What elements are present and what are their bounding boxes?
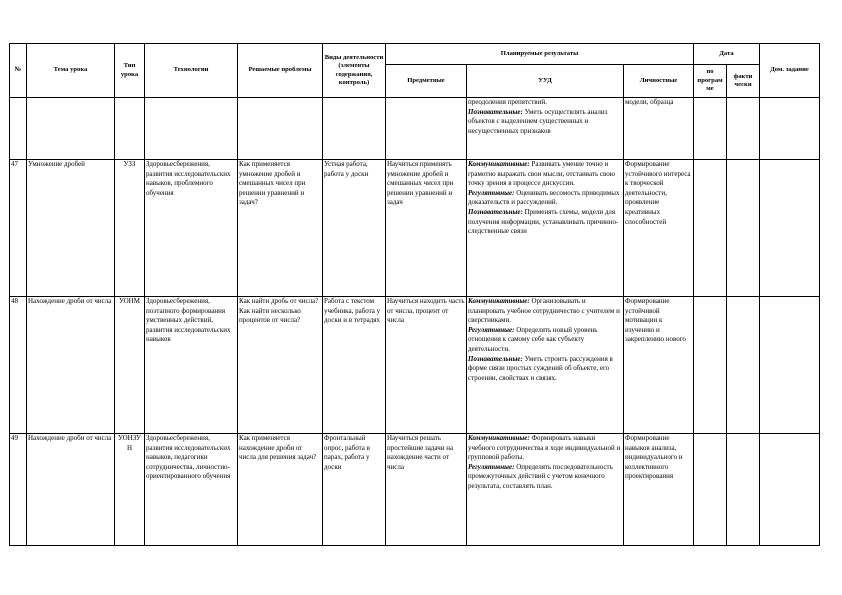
- uud-cognitive-text: Применять схемы, модели для получения информации, устанавливать причинно-следственные связи: [468, 207, 619, 236]
- cell-subject: Научиться решать простейшие задачи на нахождение части от числа: [386, 434, 467, 546]
- cell-tech: Здоровьесбережения, развития исследовательских навыков, проблемного обучения: [145, 160, 238, 297]
- cell-subject: Научиться находить часть от числа, процент от числа: [386, 297, 467, 434]
- cell-homework: [760, 297, 820, 434]
- uud-regulatory-lead: Регулятивные:: [468, 188, 515, 197]
- cell-personal: Формирование устойчивой мотивации к изучению и закреплению нового: [624, 297, 694, 434]
- cell-subject: [386, 98, 467, 160]
- cell-by-program: [694, 297, 727, 434]
- cell-problems: Как найти дробь от числа? Как найти несколько процентов от числа?: [238, 297, 323, 434]
- header-row-1: [10, 44, 820, 65]
- uud-communicative-text: Формировать навыки учебного сотрудничества в ходе индивидуальной и групповой работы.: [468, 434, 621, 462]
- uud-communicative-lead: Коммуникативные:: [468, 434, 530, 442]
- cell-problems: Как применяется умножение дробей и смешанных чисел при решении уравнений и задач?: [238, 160, 323, 297]
- uud-regulatory-text: Оценивать весомость приводимых доказательств и рассуждений.: [468, 188, 620, 207]
- cell-activity: [323, 98, 386, 160]
- cell-topic: Нахождение дроби от числа: [27, 297, 115, 434]
- cell-homework: [760, 98, 820, 160]
- cell-num: [10, 98, 27, 160]
- cell-problems: [238, 98, 323, 160]
- cell-activity: Фронтальный опрос, работа в парах, работа у доски: [323, 434, 386, 546]
- uud-cognitive-text: Уметь строить рассуждения в форме связи простых суждений об объекте, его строении, свойствах и связях.: [468, 354, 613, 382]
- cell-actual: [727, 434, 760, 546]
- uud-regulatory-lead: Регулятивные:: [468, 462, 515, 471]
- uud-regulatory-text: Определять последовательность промежуточных действий с учетом конечного результата, составлять план.: [468, 462, 613, 490]
- cell-homework: [760, 434, 820, 546]
- uud-regulatory-lead: Регулятивные:: [468, 325, 515, 334]
- col-activity-header: Виды деятельности (элементы содержания, контроль): [323, 44, 386, 98]
- cell-actual: [727, 297, 760, 434]
- cell-actual: [727, 160, 760, 297]
- uud-communicative-lead: Коммуникативные:: [468, 160, 530, 168]
- col-homework-header: Дом. задание: [760, 44, 820, 98]
- col-actual-header: факти чески: [727, 65, 760, 98]
- cell-topic: [27, 98, 115, 160]
- uud-communicative-text: Развивать умение точно и грамотно выражать свои мысли, отстаивать свою точку зрения в процессе дискуссии.: [468, 160, 615, 188]
- uud-regulatory-text: Определять новый уровень отношения к самому себе как субъекту деятельности.: [468, 325, 598, 353]
- table-row-47: [10, 160, 820, 297]
- uud-cognitive-lead: Познавательные:: [468, 354, 523, 363]
- cell-by-program: [694, 160, 727, 297]
- col-personal-header: Личностные: [624, 65, 694, 98]
- table-row-49: [10, 434, 820, 546]
- cell-tech: Здоровьесбережения, поэтапного формирования умственных действий, развития исследовательских навыков: [145, 297, 238, 434]
- cell-activity: Устная работа, работа у доски: [323, 160, 386, 297]
- col-subject-header: Предметные: [386, 65, 467, 98]
- cell-personal: Формирование устойчивого интереса к творческой деятельности, проявление креативных способностей: [624, 160, 694, 297]
- table-row-continuation: [10, 98, 820, 160]
- col-num-header: №: [10, 44, 27, 98]
- cell-homework: [760, 160, 820, 297]
- cell-topic: Нахождение дроби от числа: [27, 434, 115, 546]
- cell-subject: Научиться применять умножение дробей и смешанных чисел при решении уравнений и задач: [386, 160, 467, 297]
- cell-problems: Как применяется нахождение дроби от числа для решения задач?: [238, 434, 323, 546]
- cell-uud: [467, 98, 624, 160]
- uud-communicative-lead: Коммуникативные:: [468, 297, 530, 305]
- date-header: Дата: [694, 44, 760, 65]
- col-problems-header: Решаемые проблемы: [238, 44, 323, 98]
- cell-type: [115, 98, 145, 160]
- cell-actual: [727, 98, 760, 160]
- cell-type: УОНМ: [115, 297, 145, 434]
- cell-uud: [467, 160, 624, 297]
- uud-communicative-text: Организовывать и планировать учебное сотрудничество с учителем и сверстниками.: [468, 297, 620, 325]
- col-tech-header: Технологии: [145, 44, 238, 98]
- cell-activity: Работа с текстом учебника, работа у доски и в тетрадях: [323, 297, 386, 434]
- cell-by-program: [694, 434, 727, 546]
- uud-cognitive-lead: Познавательные:: [468, 207, 523, 216]
- cell-topic: Умножение дробей: [27, 160, 115, 297]
- cell-num: 49: [10, 434, 27, 546]
- planned-results-header: Планируемые результаты: [386, 44, 694, 65]
- cell-personal: Формирование навыков анализа, индивидуального и коллективного проектирования: [624, 434, 694, 546]
- cell-uud: [467, 297, 624, 434]
- col-topic-header: Тема урока: [27, 44, 115, 98]
- cell-personal: модели, образца: [624, 98, 694, 160]
- col-by-program-header: по програм ме: [694, 65, 727, 98]
- col-type-header: Тип урока: [115, 44, 145, 98]
- cell-uud: [467, 434, 624, 546]
- cell-tech: Здоровьесбережения, развития исследовательских навыков, педагогики сотрудничества, личностно-ориентированного обучения: [145, 434, 238, 546]
- table-row-48: [10, 297, 820, 434]
- cell-by-program: [694, 98, 727, 160]
- col-uud-header: УУД: [467, 65, 624, 98]
- cell-num: 48: [10, 297, 27, 434]
- lesson-plan-table: [9, 43, 820, 546]
- cell-type: УОНЗУН: [115, 434, 145, 546]
- cell-tech: [145, 98, 238, 160]
- cell-num: 47: [10, 160, 27, 297]
- uud-plain-text: преодоления препятствий.: [468, 98, 547, 106]
- uud-cognitive-text: Уметь осуществлять анализ объектов с выделением существенных и несущественных признаков: [468, 107, 608, 135]
- uud-cognitive-lead: Познавательные:: [468, 107, 523, 116]
- cell-type: УЗЗ: [115, 160, 145, 297]
